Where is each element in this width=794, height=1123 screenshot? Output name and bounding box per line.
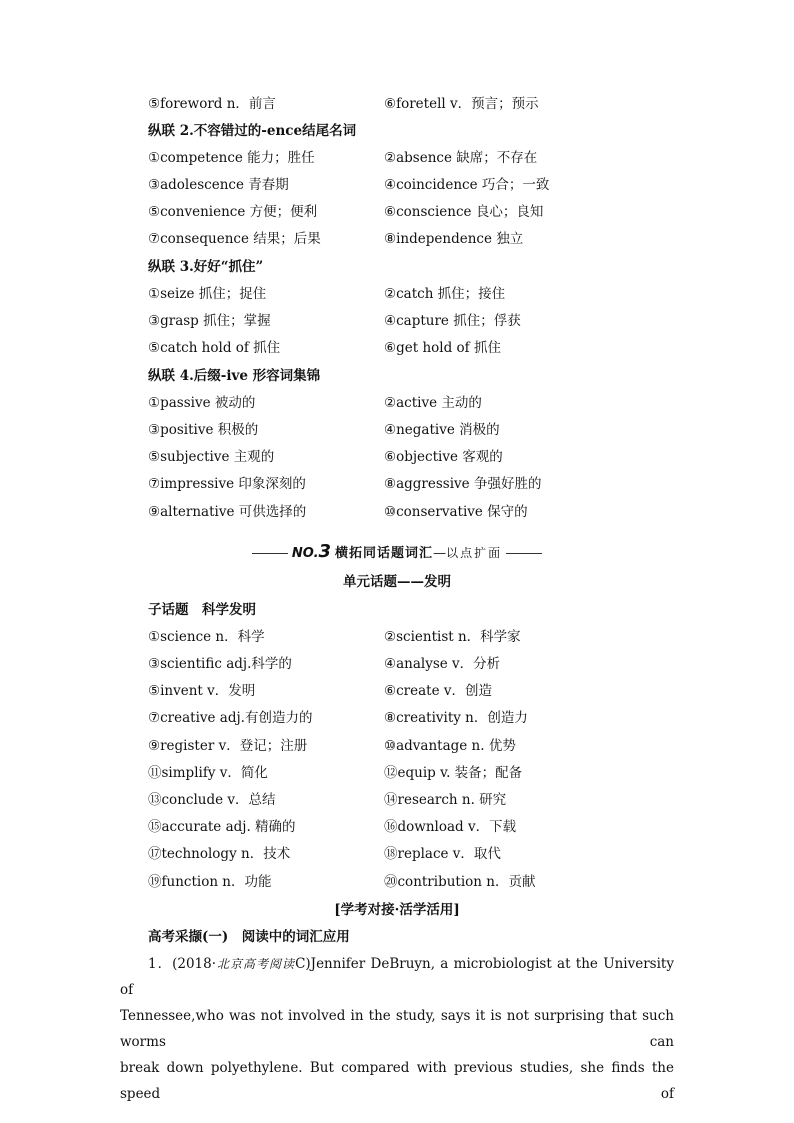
vocab-item: ④negative 消极的 [384, 422, 500, 438]
passage-line: Tennessee,who was not involved in the study, says it is not surprising that such worms can [120, 1008, 674, 1050]
vocab-item: ②active 主动的 [384, 395, 482, 411]
vocab-item: ⑯download v．下载 [384, 819, 517, 835]
vocab-item: ②absence 缺席；不存在 [384, 150, 538, 166]
vocab-row [0, 391, 794, 415]
vocab-item: ⑭research n. 研究 [384, 792, 507, 808]
vocab-item: ③adolescence 青春期 [148, 177, 289, 193]
vocab-row [0, 445, 794, 469]
vocab-item: ⑧independence 独立 [384, 231, 524, 247]
vocab-item: ⑩advantage n. 优势 [384, 738, 516, 754]
vocab-row [0, 788, 794, 812]
vocab-item: ③grasp 抓住；掌握 [148, 313, 271, 329]
vocab-item: ⑲function n．功能 [148, 874, 272, 890]
vocab-item: ④capture 抓住；俘获 [384, 313, 521, 329]
vocab-item: ⑪simplify v．简化 [148, 765, 268, 781]
vocab-row [0, 146, 794, 170]
vocab-row [0, 815, 794, 839]
vocab-row [0, 679, 794, 703]
question-number: 1．(2018· [148, 956, 217, 972]
banner-number: 3 [318, 541, 332, 562]
banner-no: NO. [291, 546, 319, 561]
vocab-item: ⑦consequence 结果；后果 [148, 231, 321, 247]
vocab-row [0, 200, 794, 224]
vocab-item: ⑨alternative 可供选择的 [148, 504, 307, 520]
vocab-item: ⑨register v．登记；注册 [148, 738, 308, 754]
vocab-item: ⑤catch hold of 抓住 [148, 340, 281, 356]
unit-topic: 单元话题——发明 [343, 574, 451, 590]
vocab-item: ⑥objective 客观的 [384, 449, 503, 465]
vocab-row [0, 761, 794, 785]
vocab-item: ①competence 能力；胜任 [148, 150, 315, 166]
vocab-item: ①seize 抓住；捉住 [148, 286, 267, 302]
banner-title: 横拓同话题词汇 [335, 546, 434, 561]
vocab-row [0, 706, 794, 730]
group3-title: 纵联 3.好好“抓住” [148, 259, 264, 275]
vocab-item: ⑧aggressive 争强好胜的 [384, 476, 542, 492]
vocab-item: ⑱replace v．取代 [384, 846, 501, 862]
banner-dash: — [433, 546, 447, 561]
vocab-item: ③positive 积极的 [148, 422, 259, 438]
vocab-item: ⑦impressive 印象深刻的 [148, 476, 306, 492]
vocab-item: ⑦creative adj.有创造力的 [148, 710, 313, 726]
vocab-row [0, 472, 794, 496]
passage-source: 北京高考阅读 [216, 957, 296, 971]
vocab-item: ⑤foreword n．前言 [148, 96, 276, 112]
vocab-item: ②scientist n．科学家 [384, 629, 521, 645]
vocab-item: ⑥create v．创造 [384, 683, 492, 699]
vocab-row [0, 227, 794, 251]
passage-text: C)Jennifer DeBruyn, a microbiologist at the University of [120, 956, 674, 998]
vocab-row [0, 173, 794, 197]
vocab-item: ⑫equip v. 装备；配备 [384, 765, 523, 781]
vocab-row [0, 625, 794, 649]
reading-passage [120, 951, 674, 1107]
divider [252, 553, 288, 554]
vocab-item: ①science n．科学 [148, 629, 265, 645]
passage-line [120, 951, 674, 1003]
vocab-row [0, 500, 794, 524]
vocab-row [0, 842, 794, 866]
vocab-item: ⑳contribution n．贡献 [384, 874, 536, 890]
vocab-item: ⑩conservative 保守的 [384, 504, 528, 520]
passage-line: break down polyethylene. But compared with previous studies, she finds the speed of [120, 1060, 674, 1102]
vocab-item: ⑧creativity n．创造力 [384, 710, 528, 726]
vocab-item: ⑰technology n．技术 [148, 846, 291, 862]
vocab-item: ①passive 被动的 [148, 395, 256, 411]
group4-title: 纵联 4.后缀-ive 形容词集锦 [148, 368, 321, 384]
vocab-item: ⑥conscience 良心；良知 [384, 204, 544, 220]
vocab-item: ④coincidence 巧合；一致 [384, 177, 550, 193]
vocab-item: ②catch 抓住；接住 [384, 286, 506, 302]
vocab-item: ④analyse v．分析 [384, 656, 501, 672]
section-title: [学考对接·活学活用] [334, 902, 460, 918]
vocab-item: ⑥get hold of 抓住 [384, 340, 501, 356]
vocab-item: ⑬conclude v．总结 [148, 792, 276, 808]
group2-title: 纵联 2.不容错过的-ence结尾名词 [148, 123, 357, 139]
gaokao-heading: 高考采撷(一) 阅读中的词汇应用 [148, 929, 350, 945]
vocab-item: ⑮accurate adj. 精确的 [148, 819, 296, 835]
vocab-item: ⑤subjective 主观的 [148, 449, 275, 465]
section-banner [0, 540, 794, 564]
vocab-row [0, 870, 794, 894]
vocab-row [0, 309, 794, 333]
vocab-item: ⑥foretell v．预言；预示 [384, 96, 539, 112]
vocab-row [0, 336, 794, 360]
subtopic: 子话题 科学发明 [148, 602, 256, 618]
vocab-row [0, 652, 794, 676]
banner-subtitle: 以点扩面 [446, 546, 503, 560]
vocab-item: ⑤invent v．发明 [148, 683, 256, 699]
vocab-row [0, 418, 794, 442]
vocab-row [0, 92, 794, 116]
vocab-item: ③scientific adj.科学的 [148, 656, 292, 672]
divider [506, 553, 542, 554]
vocab-row [0, 734, 794, 758]
vocab-item: ⑤convenience 方便；便利 [148, 204, 318, 220]
vocab-row [0, 282, 794, 306]
